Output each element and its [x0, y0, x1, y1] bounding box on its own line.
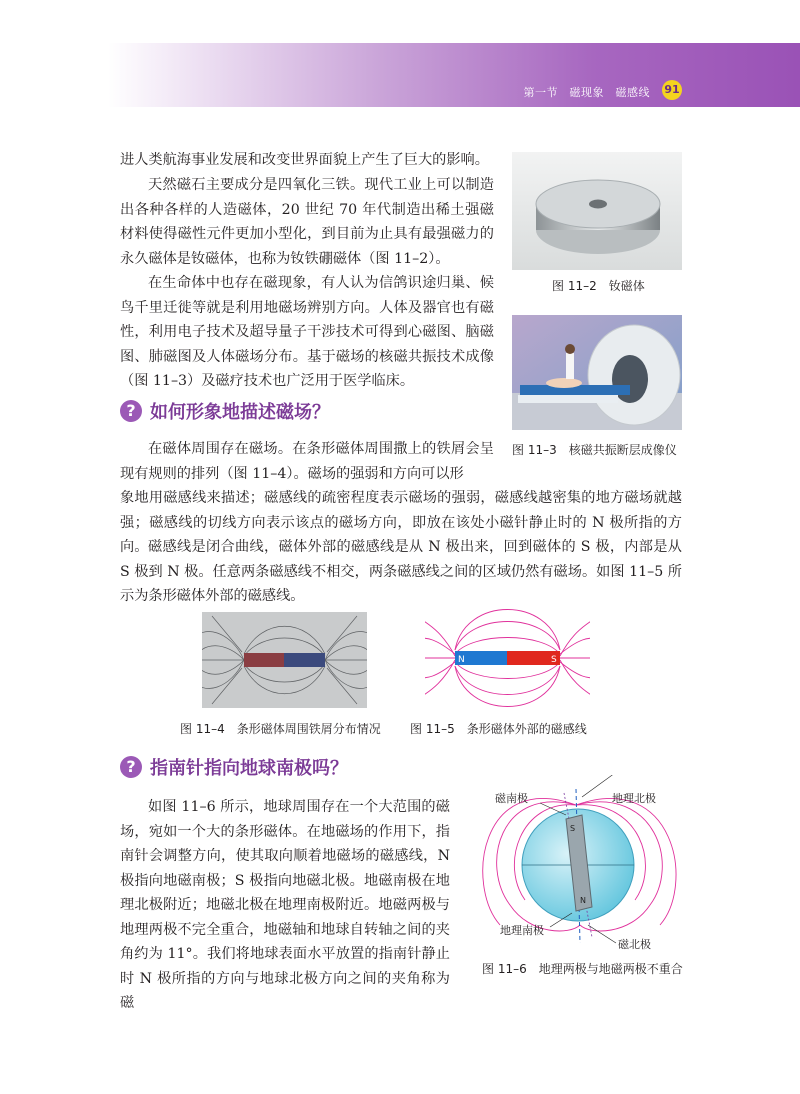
- paragraph-4a: 在磁体周围存在磁场。在条形磁体周围撒上的铁屑会呈现有规则的排列（图 11–4）。磁场的强弱和方向可以形: [120, 441, 494, 482]
- figure-caption-11-3: 图 11–3 核磁共振断层成像仪: [512, 443, 677, 457]
- mri-scanner-photo: [512, 315, 682, 430]
- question-heading-1: [120, 397, 330, 425]
- neodymium-magnet-photo: [512, 152, 682, 270]
- figure-caption-11-4: 图 11–4 条形磁体周围铁屑分布情况: [180, 722, 381, 736]
- figure-caption-11-2: 图 11–2 钕磁体: [552, 279, 645, 293]
- section-title: 第一节 磁现象 磁感线: [523, 86, 650, 99]
- paragraph-2: 天然磁石主要成分是四氧化三铁。现代工业上可以制造出各种各样的人造磁体，20 世纪 70 年代制造出稀土强磁材料使得磁性元件更加小型化，到目前为止具有最强磁力的永久磁体是钕磁体，也称为钕铁硼磁体（图 11–2）。: [120, 177, 494, 267]
- label-mag-south: 磁南极: [495, 792, 528, 805]
- label-mag-north: 磁北极: [618, 938, 651, 951]
- question-heading-2: [120, 753, 348, 781]
- figure-caption-11-6: 图 11–6 地理两极与地磁两极不重合: [482, 962, 683, 976]
- paragraph-4b: 象地用磁感线来描述；磁感线的疏密程度表示磁场的强弱，磁感线越密集的地方磁场就越强；磁感线的切线方向表示该点的磁场方向，即放在该处小磁针静止时的 N 极所指的方向。: [120, 490, 682, 555]
- paragraph-1: 进人类航海事业发展和改变世界面貌上产生了巨大的影响。: [120, 152, 489, 168]
- paragraph-6: 如图 11–6 所示，地球周围存在一个大范围的磁场，宛如一个大的条形磁体。在地磁场的作用下，指南针会调整方向，使其取向顺着地磁场的磁感线，N 极指向地磁南极；S 极指向地磁北极。地磁南极在地理北极附近；地磁北极在地理南极附近。地磁两极与地理两极不完全重合，地磁轴和地球自转轴之间的夹角约为 11°。我们将地球表面水平放置的指南针静止时 N 极所指的方向与地球北极方向之间的夹角称为磁: [120, 799, 450, 1011]
- question-icon: ?: [120, 400, 142, 422]
- magnet-s-label: S: [551, 655, 557, 665]
- iron-filings-photo: [202, 612, 367, 708]
- label-geo-north: 地理北极: [612, 792, 656, 805]
- paragraph-3: 在生命体中也存在磁现象，有人认为信鸽识途归巢、候鸟千里迁徙等就是利用地磁场辨别方向。人体及器官也有磁性，利用电子技术及超导量子干涉技术可得到心磁图、脑磁图、肺磁图及人体磁场分布。基于磁场的核磁共振技术成像（图 11–3）及磁疗技术也广泛用于医学临床。: [120, 275, 494, 389]
- question-icon: ?: [120, 756, 142, 778]
- magnet-n-label: N: [458, 655, 465, 665]
- bar-magnet-field-lines-diagram: [425, 608, 590, 708]
- question-title-1: 如何形象地描述磁场？: [150, 402, 330, 423]
- page-number: 91: [662, 80, 682, 100]
- figure-caption-11-5: 图 11–5 条形磁体外部的磁感线: [410, 722, 587, 736]
- needle-n-label: N: [580, 896, 586, 905]
- page-header-band: [108, 43, 800, 107]
- paragraph-5: 磁感线是闭合曲线，磁体外部的磁感线是从 N 极出来，回到磁体的 S 极，内部是从 S 极到 N 极。任意两条磁感线不相交，两条磁感线之间的区域仍然有磁场。如图 11–5 所示为条形磁体外部的磁感线。: [120, 539, 682, 604]
- label-geo-south: 地理南极: [500, 924, 544, 937]
- question-title-2: 指南针指向地球南极吗？: [150, 758, 348, 779]
- needle-s-label: S: [570, 824, 576, 833]
